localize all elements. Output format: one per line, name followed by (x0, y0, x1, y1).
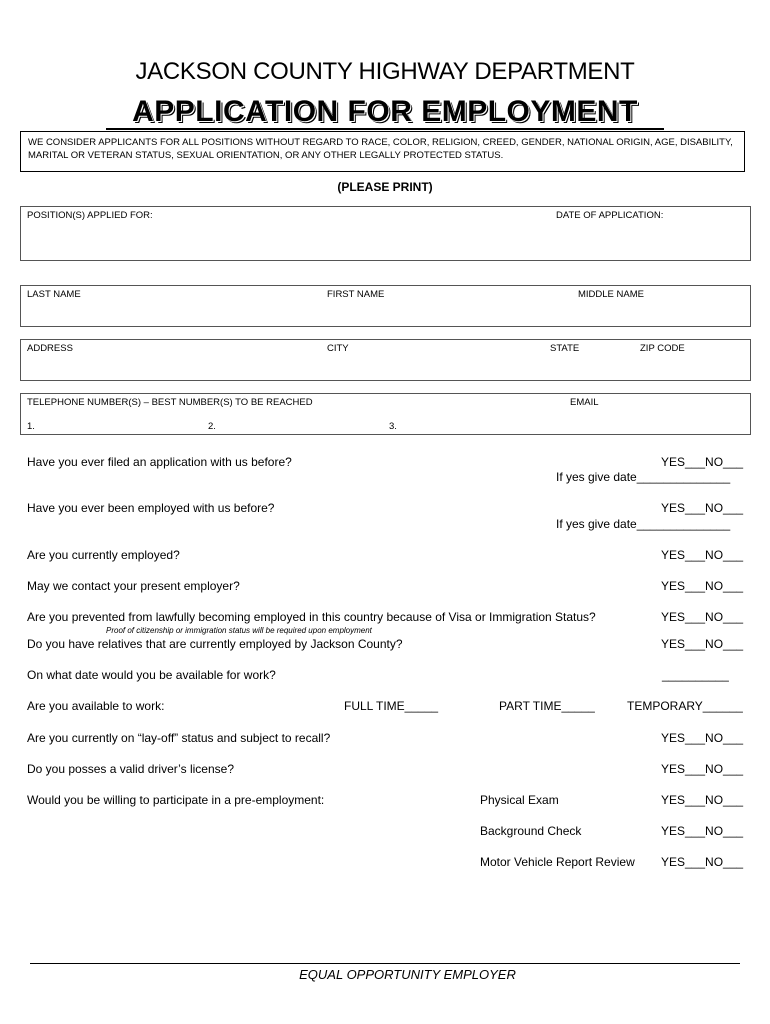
phone-3-label: 3. (389, 421, 397, 432)
date-of-application-label: DATE OF APPLICATION: (556, 210, 664, 221)
please-print-label: (PLEASE PRINT) (337, 180, 433, 194)
first-name-label: FIRST NAME (327, 289, 385, 300)
question-contact-employer: May we contact your present employer? (27, 579, 240, 593)
filed-before-date[interactable]: If yes give date______________ (556, 470, 731, 484)
answer-visa[interactable]: YES___NO___ (661, 610, 744, 624)
answer-layoff[interactable]: YES___NO___ (661, 731, 744, 745)
phone-1-label: 1. (27, 421, 35, 432)
footer-divider (30, 963, 740, 964)
email-label: EMAIL (570, 397, 599, 408)
question-filed-before: Have you ever filed an application with us before? (27, 455, 292, 469)
equal-opportunity-notice: WE CONSIDER APPLICANTS FOR ALL POSITIONS WITHOUT REGARD TO RACE, COLOR, RELIGION, CREED, GENDER, NATIONAL ORIGIN, AGE, DISABILITY, MARITAL OR VETERAN STATUS, SEXUAL ORIENTATION, OR ANY OTHER LEGALLY PROTECTED STATUS. (20, 131, 745, 172)
part-time-option[interactable]: PART TIME_____ (499, 699, 595, 713)
middle-name-label: MIDDLE NAME (578, 289, 644, 300)
footer-text: EQUAL OPPORTUNITY EMPLOYER (299, 967, 516, 982)
question-pre-employment: Would you be willing to participate in a pre-employment: (27, 793, 325, 807)
employed-before-date[interactable]: If yes give date______________ (556, 517, 731, 531)
title-underline (106, 128, 664, 130)
question-license: Do you posses a valid driver’s license? (27, 762, 234, 776)
address-label: ADDRESS (27, 343, 73, 354)
answer-license[interactable]: YES___NO___ (661, 762, 744, 776)
answer-filed-before[interactable]: YES___NO___ (661, 455, 744, 469)
question-available-to-work: Are you available to work: (27, 699, 165, 713)
question-visa: Are you prevented from lawfully becoming employed in this country because of Visa or Immigration Status? (27, 610, 596, 624)
question-currently-employed: Are you currently employed? (27, 548, 180, 562)
question-relatives: Do you have relatives that are currently employed by Jackson County? (27, 637, 403, 651)
answer-background-check[interactable]: YES___NO___ (661, 824, 744, 838)
answer-physical-exam[interactable]: YES___NO___ (661, 793, 744, 807)
telephone-label: TELEPHONE NUMBER(S) – BEST NUMBER(S) TO BE REACHED (27, 397, 313, 408)
phone-2-label: 2. (208, 421, 216, 432)
zip-code-label: ZIP CODE (640, 343, 685, 354)
answer-mvr[interactable]: YES___NO___ (661, 855, 744, 869)
temporary-option[interactable]: TEMPORARY______ (627, 699, 743, 713)
city-label: CITY (327, 343, 349, 354)
visa-note: Proof of citizenship or immigration status will be required upon employment (106, 626, 372, 635)
answer-currently-employed[interactable]: YES___NO___ (661, 548, 744, 562)
department-title: JACKSON COUNTY HIGHWAY DEPARTMENT (135, 58, 635, 85)
question-layoff: Are you currently on “lay-off” status and subject to recall? (27, 731, 331, 745)
answer-relatives[interactable]: YES___NO___ (661, 637, 744, 651)
answer-contact-employer[interactable]: YES___NO___ (661, 579, 744, 593)
question-available-date: On what date would you be available for work? (27, 668, 276, 682)
physical-exam-label: Physical Exam (480, 793, 559, 807)
positions-label: POSITION(S) APPLIED FOR: (27, 210, 153, 221)
full-time-option[interactable]: FULL TIME_____ (344, 699, 439, 713)
page-title: APPLICATION FOR EMPLOYMENT (132, 95, 638, 128)
last-name-label: LAST NAME (27, 289, 81, 300)
available-date-blank[interactable]: __________ (662, 668, 729, 682)
background-check-label: Background Check (480, 824, 582, 838)
mvr-label: Motor Vehicle Report Review (480, 855, 635, 869)
question-employed-before: Have you ever been employed with us before? (27, 501, 275, 515)
state-label: STATE (550, 343, 580, 354)
answer-employed-before[interactable]: YES___NO___ (661, 501, 744, 515)
